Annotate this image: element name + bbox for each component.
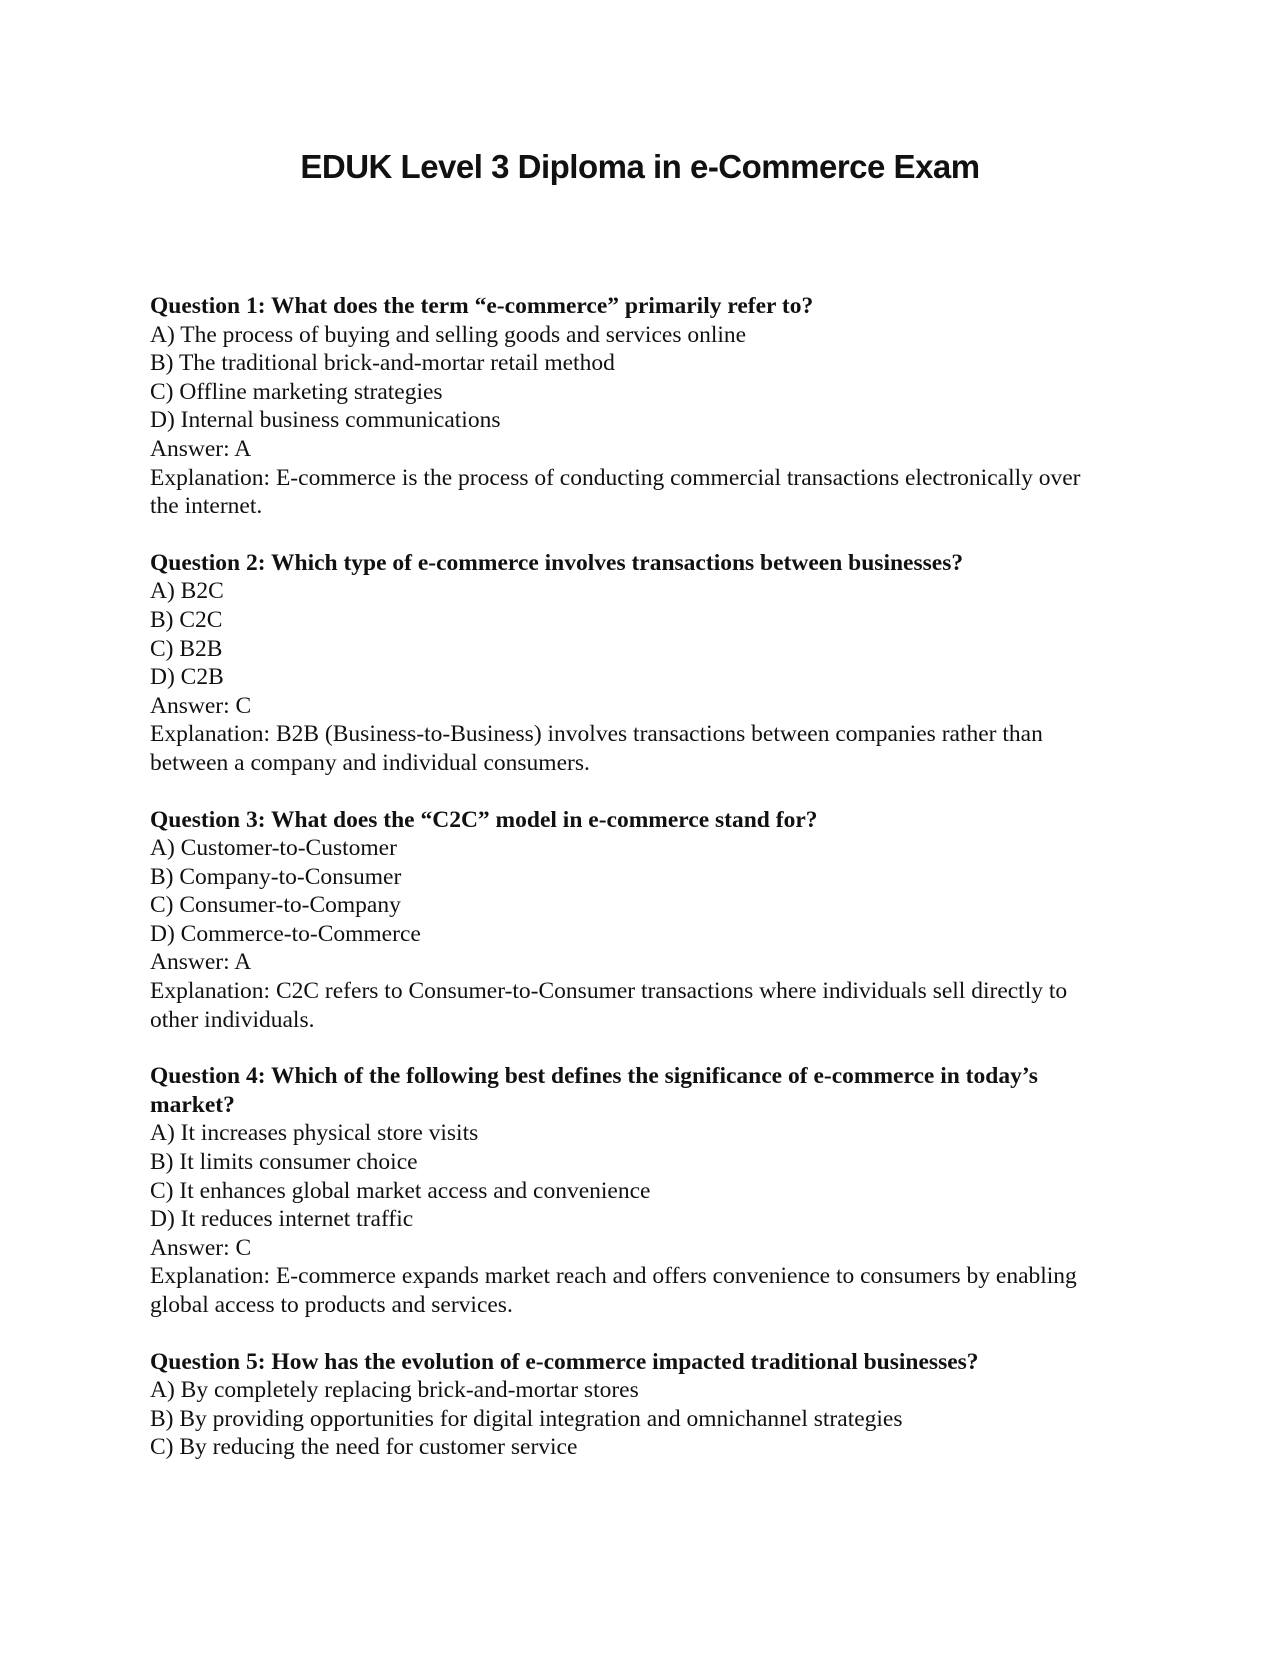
- question-option: B) C2C: [150, 606, 223, 633]
- question-explanation: Explanation: E-commerce is the process of conducting commercial transactions electronically over the internet.: [150, 464, 1081, 520]
- question-block: [150, 292, 1110, 521]
- question-title: Question 1: What does the term “e-commerce” primarily refer to?: [150, 293, 814, 319]
- question-option: D) C2B: [150, 664, 224, 691]
- question-answer: Answer: C: [150, 1234, 252, 1261]
- question-title: Question 5: How has the evolution of e-commerce impacted traditional businesses?: [150, 1348, 979, 1375]
- question-answer: Answer: C: [150, 692, 252, 719]
- question-title: Question 2: Which type of e-commerce involves transactions between businesses?: [150, 549, 964, 576]
- question-option: B) It limits consumer choice: [150, 1149, 418, 1176]
- question-option: C) Offline marketing strategies: [150, 378, 443, 405]
- question-block: [150, 806, 1110, 1035]
- question-option: C) B2B: [150, 635, 223, 662]
- question-option: C) By reducing the need for customer service: [150, 1434, 578, 1461]
- question-block: [150, 549, 1110, 778]
- question-answer: Answer: A: [150, 949, 252, 976]
- document-title: EDUK Level 3 Diploma in e-Commerce Exam: [300, 148, 980, 185]
- question-block: [150, 1348, 1110, 1462]
- question-list: [150, 292, 1110, 1490]
- question-explanation: Explanation: E-commerce expands market reach and offers convenience to consumers by enabling global access to products and services.: [150, 1263, 1077, 1318]
- question-option: D) Commerce-to-Commerce: [150, 920, 421, 947]
- question-option: A) By completely replacing brick-and-mortar stores: [150, 1377, 639, 1404]
- question-option: B) Company-to-Consumer: [150, 863, 402, 890]
- question-option: B) The traditional brick-and-mortar retail method: [150, 350, 615, 377]
- question-option: A) The process of buying and selling goods and services online: [150, 321, 747, 348]
- question-answer: Answer: A: [150, 435, 252, 462]
- question-option: A) Customer-to-Customer: [150, 835, 397, 862]
- question-option: D) It reduces internet traffic: [150, 1206, 414, 1233]
- question-title: Question 3: What does the “C2C” model in e-commerce stand for?: [150, 806, 818, 833]
- question-explanation: Explanation: C2C refers to Consumer-to-Consumer transactions where individuals sell directly to other individuals.: [150, 978, 1068, 1033]
- question-option: A) It increases physical store visits: [150, 1120, 479, 1147]
- question-option: C) It enhances global market access and convenience: [150, 1177, 651, 1204]
- question-explanation: Explanation: B2B (Business-to-Business) involves transactions between companies rather than between a company and individual consumers.: [150, 721, 1043, 776]
- question-block: [150, 1062, 1110, 1319]
- question-title: Question 4: Which of the following best defines the significance of e-commerce in today’s market?: [150, 1063, 1038, 1118]
- question-option: A) B2C: [150, 578, 224, 605]
- question-option: C) Consumer-to-Company: [150, 892, 401, 919]
- question-option: D) Internal business communications: [150, 407, 501, 434]
- question-option: B) By providing opportunities for digital integration and omnichannel strategies: [150, 1405, 903, 1432]
